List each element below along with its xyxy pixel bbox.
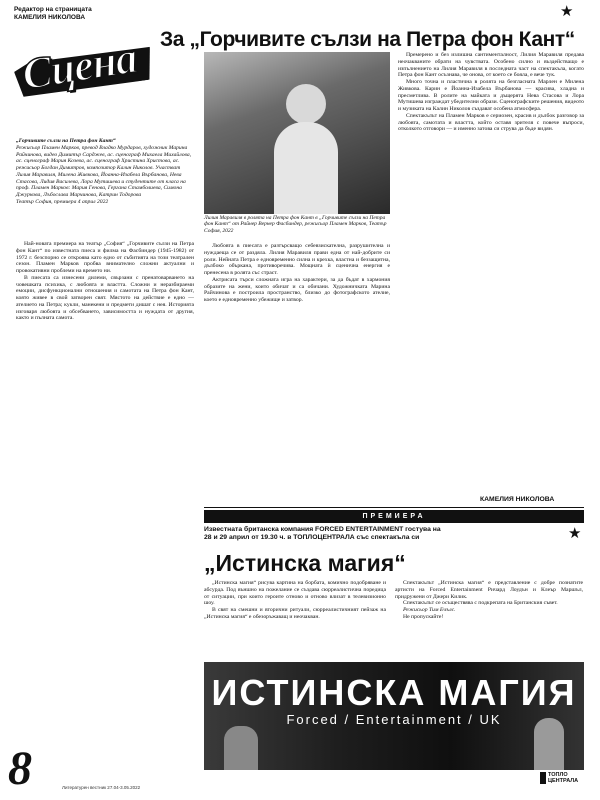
photo-show bbox=[204, 662, 584, 770]
headline: За „Горчивите сълзи на Петра фон Кант“ bbox=[160, 28, 575, 51]
editor-credit bbox=[14, 6, 92, 21]
toplocentrala-logo bbox=[540, 772, 578, 784]
paragraph: „Истинска магия“ рисува картина на борбата, комично подобряване и абсурда. Под външно на пожелание се създава сюрреалистична поредица от ситуации, при които героите отново и отново влизат в телевизионно шоу. bbox=[204, 580, 386, 607]
section-logo bbox=[5, 29, 161, 104]
photo-show-title: ИСТИНСКА МАГИЯ bbox=[211, 672, 577, 713]
article2-director: Режисьор Тим Ечълс. bbox=[403, 607, 456, 613]
photo-lead bbox=[204, 52, 390, 214]
credits-title: „Горчивите сълзи на Петра фон Кант“ bbox=[16, 138, 116, 144]
credits-text: Режисьор Пламен Марков, превод Владко Мурдаров, художник Марина Райчинова, видео Димитър Сарджев, ас. сценограф Михаела Михайлова, ас. сценограф Мария Козева, ас. сценограф Христина Христова, ас. режисьор Богдан Димитров, композитор Калин Николов. Участват Лилия Маравиля, Милена Живкова, Йоанна-Изабела Върбанова, Нева Стасова, Лидия Василева, Лора Мутишева и студентите от класа на проф. Пламен Марков: Мария Генова, Гергана Стамболиева, Симона Джуркова, Лъбослава Марчинова, Катрин Тодорова bbox=[16, 144, 192, 198]
logo-line-1: ТОПЛО bbox=[548, 772, 568, 778]
article2-headline: „Истинска магия“ bbox=[204, 550, 406, 576]
paragraph: Любовта в пиесата е разтърсващо себевзискателна, разрушителна и нуждаеща се от раздяла. Лилия Маравиля прави една от най-добрите си роли. Нейната Петра е едновременно силна и крехка, властна и беззащитна, дълбоко объркана, противоречива. Мощната ѝ сценична енергия е пренесена в ролята със страст. bbox=[204, 243, 390, 276]
paragraph: Спектакълът „Истинска магия“ е представление с добре познатите артисти на Forced Entertainment Ричард Лоудън и Клеър Маршъл, придружени от Джери Килик. bbox=[395, 580, 583, 600]
editor-label: Редактор на страницата bbox=[14, 6, 92, 13]
divider bbox=[204, 507, 584, 508]
photo-show-subtitle: Forced / Entertainment / UK bbox=[286, 712, 502, 727]
article1-column-1 bbox=[16, 241, 194, 322]
footer-text: Литературен вестник 27.04-3.05.2022 bbox=[62, 785, 141, 790]
photo-figure-left bbox=[224, 726, 258, 770]
logo-line-2: ЦЕНТРАЛА bbox=[548, 778, 579, 784]
paragraph: Спектакълът на Пламен Марков е сериозен, красив и дълбок разговор за любовта, самотата и властта, който оставя зрителя с повече въпроси, отколкото отговори — и именно затова си струва да бъде видян. bbox=[398, 112, 584, 133]
paragraph: В свят на смешни и вторични ритуали, сюрреалистичният пейзаж на „Истинска магия“ е обезоръжаващ и неочакван. bbox=[204, 607, 386, 620]
paragraph: Актрисата търси сложната игра на характери, за да бъдат в хармония образите на жени, които обичат и са обичани. Художничката Марина Райчинова е построила пространство, близко до фотографското ателие, което е едновременно убежище и затвор. bbox=[204, 276, 390, 303]
paragraph: Спектакълът се осъществява с подкрепата на Британския съвет. bbox=[403, 600, 558, 607]
article1-column-2 bbox=[204, 243, 390, 304]
paragraph: Най-новата премиера на театър „София“ „Горчивите сълзи на Петра фон Кант“ по известната пиеса и филма на Фасбиндер (1945-1982) от 1972 г. безспорно се откроява като едно от събитията на този театрален сезон. Пламен Марков пробва внимателно сложни актуални и провокативни проблеми на времето ни. bbox=[16, 241, 194, 274]
article1-signature: КАМЕЛИЯ НИКОЛОВА bbox=[480, 496, 555, 503]
photo-figure-body bbox=[274, 122, 338, 214]
article2-invite: Не пропускайте! bbox=[403, 613, 444, 620]
star-icon: ★ bbox=[568, 524, 582, 542]
star-icon: ★ bbox=[560, 2, 574, 20]
paragraph: Много точна и пластична в ролята на безгласната Марлен е Милена Живкова. Карин е Йоанна-Изабела Върбанова — красива, хладна и пресметлива. В ролите на майката и дъщерята Нева Стасова и Лора Мутишева изграждат убедителни образи. Сценографските решения, видеото и музиката на Калин Николов създават особена атмосфера. bbox=[398, 79, 584, 112]
photo-figure-head bbox=[286, 84, 326, 124]
article2-intro: Известната британска компания FORCED ENTERTAINMENT гостува на 28 и 29 април от 19.30 ч. в ТОПЛОЦЕНТРАЛА със спектакъла си bbox=[204, 526, 441, 541]
section-logo-word: Сцена bbox=[18, 32, 140, 100]
paragraph: В пиесата са изнесени дилеми, свързани с пренатоварването на човешката психика, с любовта и властта. Сложни и неразбираеми емоции, дисфункционални отношения и самотата на Петра фон Кант, която живее в свой затворен свят. Мястото на действие е едно — ателието на Петра; кукли, манекени и предмети дишат с нея. Историята изговаря любовта и обсебването, зависимостта и нуждата от другия, както и пълната самота. bbox=[16, 274, 194, 322]
article1-column-3 bbox=[398, 52, 584, 133]
credits-premiere: Театър София, премиера 4 април 2022 bbox=[16, 198, 109, 205]
photo-caption: Лилия Маравиля в ролята на Петра фон Кант в „Горчивите сълзи на Петра фон Кант“ от Райнер Вернер Фасбиндер, режисьор Пламен Марков, Театър София, 2022 bbox=[204, 215, 387, 234]
editor-name: КАМЕЛИЯ НИКОЛОВА bbox=[14, 13, 86, 21]
paragraph: Премерено и без излишна сантименталност, Лилия Маравиля предава неочакваните обрати на чувствата. Особено силно и въздействащо е изпълнението на Лилия Маравиля в последната част на спектакъла, когато Петра фон Кант осъзнава, че онова, от което се бояла, е вече тук. bbox=[398, 52, 584, 79]
article2-column-1 bbox=[204, 580, 386, 621]
article2-column-2 bbox=[395, 580, 583, 621]
premiere-banner: ПРЕМИЕРА bbox=[204, 510, 584, 523]
page-number: 8 bbox=[8, 742, 32, 795]
credits-block bbox=[16, 138, 192, 206]
